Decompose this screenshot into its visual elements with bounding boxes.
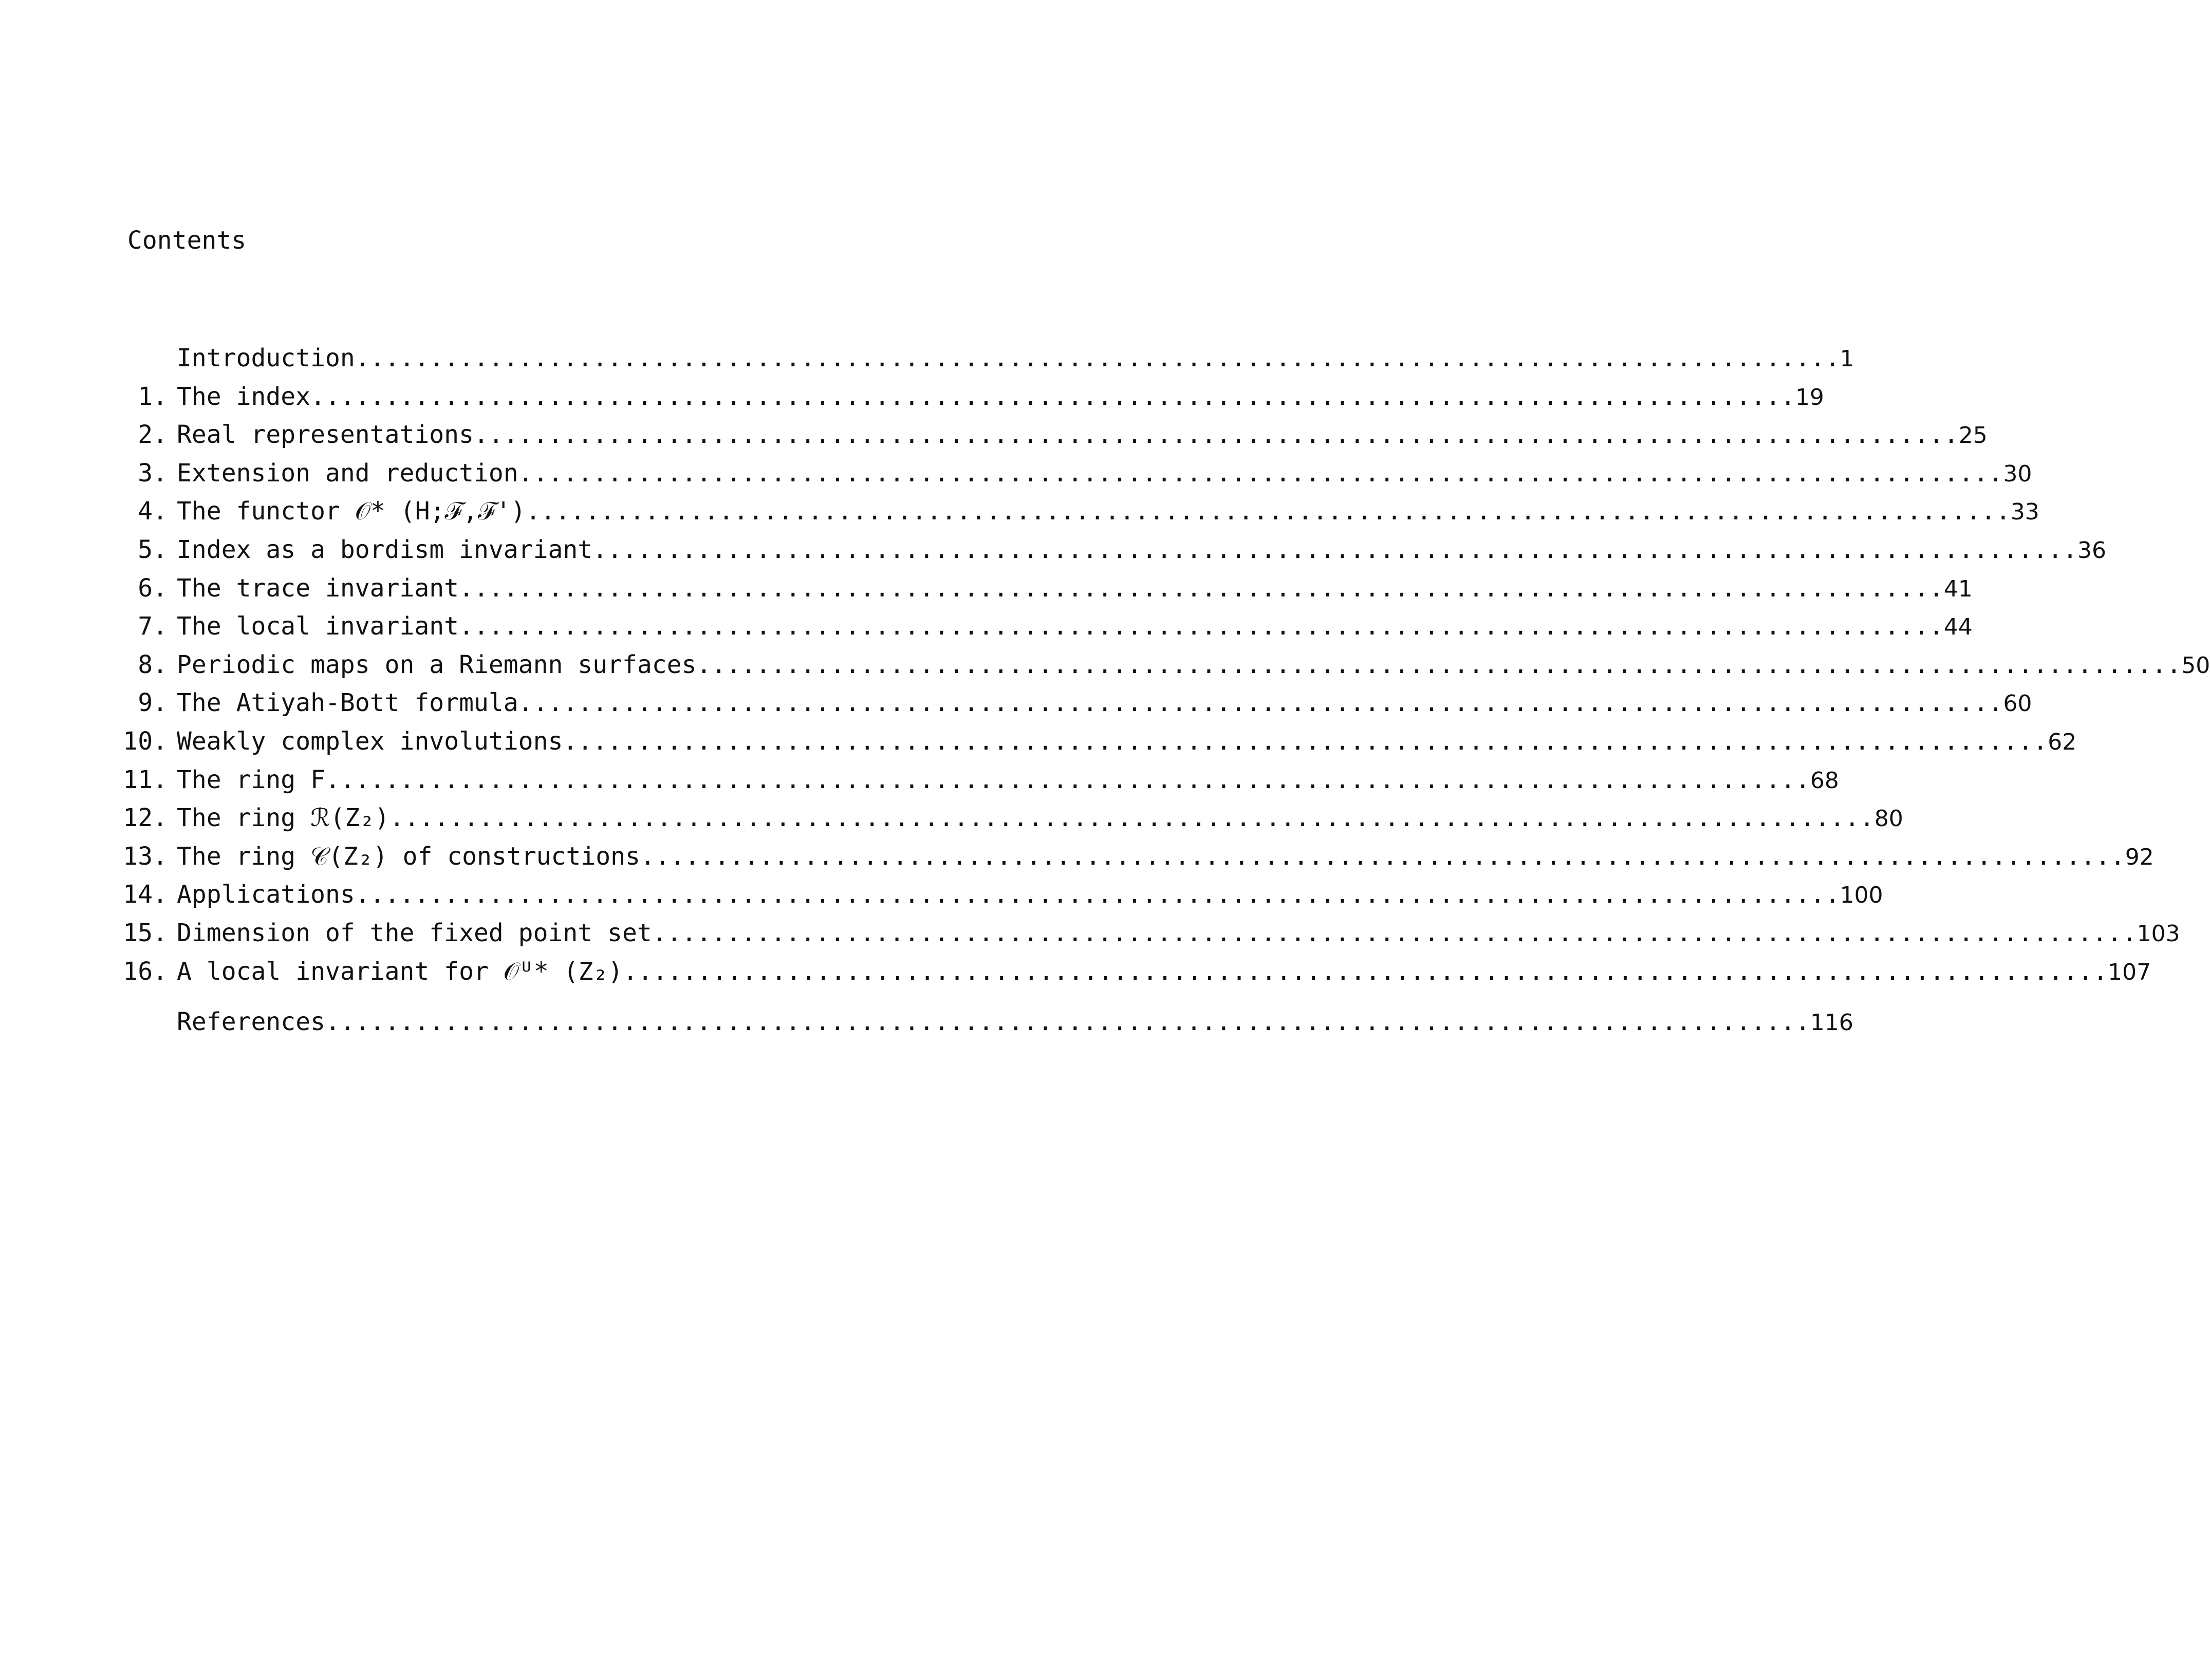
toc-entry: [113, 416, 1988, 454]
entry-title: Dimension of the fixed point set: [177, 918, 652, 947]
toc-entry: [113, 722, 2077, 761]
entry-title: A local invariant for 𝒪ᵁ* (Z₂): [177, 957, 623, 986]
contents-heading: Contents: [127, 226, 247, 255]
toc-entry: [113, 339, 1854, 378]
entry-number: 1.: [138, 382, 168, 411]
entry-page-number: 50: [2181, 652, 2210, 679]
entry-page-number: 60: [2003, 690, 2032, 717]
entry-title: The ring F: [177, 765, 325, 794]
toc-entry: [113, 914, 2180, 953]
entry-title: Extension and reduction: [177, 458, 518, 488]
entry-title: Index as a bordism invariant: [177, 535, 593, 564]
entry-title: The local invariant: [177, 612, 459, 641]
entry-title: Applications: [177, 880, 355, 909]
dot-leader: ....................................................................................................: [640, 842, 2125, 871]
entry-page-number: 80: [1874, 806, 1903, 832]
dot-leader: ....................................................................................................: [623, 957, 2108, 986]
dot-leader: ....................................................................................................: [355, 880, 1840, 909]
entry-page-number: 30: [2003, 460, 2032, 487]
toc-entry: [113, 761, 1839, 799]
entry-title: The trace invariant: [177, 573, 459, 603]
dot-leader: ....................................................................................................: [473, 420, 1959, 450]
entry-number: 12.: [123, 804, 168, 833]
toc-entry: [113, 875, 1883, 914]
dot-leader: ....................................................................................................: [526, 497, 2011, 526]
entry-number: 2.: [138, 420, 168, 450]
entry-page-number: 33: [2010, 499, 2039, 526]
entry-number: 6.: [138, 573, 168, 603]
dot-leader: ....................................................................................................: [355, 344, 1840, 372]
dot-leader: ....................................................................................................: [325, 765, 1810, 794]
entry-page-number: 41: [1943, 575, 1973, 602]
entry-page-number: 107: [2108, 959, 2151, 985]
entry-title: References: [177, 1007, 325, 1037]
entry-title: The Atiyah-Bott formula: [177, 688, 518, 718]
entry-page-number: 92: [2125, 844, 2154, 870]
dot-leader: ....................................................................................................: [563, 726, 2048, 756]
entry-page-number: 116: [1810, 1010, 1853, 1036]
entry-page-number: 25: [1958, 422, 1988, 449]
entry-number: 5.: [138, 535, 168, 564]
entry-number: 16.: [123, 957, 168, 986]
entry-number: 8.: [138, 650, 168, 679]
entry-title: Periodic maps on a Riemann surfaces: [177, 650, 697, 679]
dot-leader: ....................................................................................................: [696, 650, 2182, 679]
dot-leader: ....................................................................................................: [518, 458, 2003, 488]
entry-title: The index: [177, 382, 311, 411]
dot-leader: ....................................................................................................: [389, 804, 1874, 833]
entry-number: 13.: [123, 842, 168, 871]
entry-number: 15.: [123, 918, 168, 947]
table-of-contents: [113, 339, 2210, 1041]
toc-entry: [113, 378, 1824, 416]
dot-leader: ....................................................................................................: [518, 688, 2003, 718]
entry-number: 9.: [138, 688, 168, 718]
toc-entry-references: [113, 1003, 1853, 1041]
entry-page-number: 36: [2077, 537, 2106, 564]
toc-entry: [113, 607, 1973, 646]
entry-page-number: 19: [1795, 384, 1824, 410]
toc-entry: [113, 953, 2151, 991]
entry-title: The ring ℛ(Z₂): [177, 804, 389, 833]
entry-number: 11.: [123, 765, 168, 794]
toc-entry: [113, 531, 2106, 569]
toc-entry: [113, 569, 1973, 608]
entry-number: 4.: [138, 497, 168, 526]
toc-entry: [113, 799, 1903, 837]
entry-page-number: 100: [1840, 882, 1883, 909]
dot-leader: ....................................................................................................: [652, 918, 2137, 947]
toc-entry: [113, 837, 2154, 876]
dot-leader: ....................................................................................................: [310, 382, 1795, 411]
entry-page-number: 44: [1943, 614, 1973, 641]
entry-page-number: 1: [1840, 346, 1854, 372]
toc-entry: [113, 684, 2032, 722]
entry-number: 14.: [123, 880, 168, 909]
entry-page-number: 103: [2137, 920, 2180, 947]
dot-leader: ....................................................................................................: [592, 535, 2077, 564]
entry-number: 7.: [138, 612, 168, 641]
dot-leader: ....................................................................................................: [459, 612, 1944, 641]
entry-title: Introduction: [177, 344, 355, 372]
entry-title: The ring 𝒞(Z₂) of constructions: [177, 842, 640, 871]
dot-leader: ....................................................................................................: [325, 1007, 1810, 1037]
entry-number: 10.: [123, 726, 168, 756]
toc-entry: [113, 492, 2039, 531]
entry-number: 3.: [138, 458, 168, 488]
toc-entry: [113, 646, 2210, 684]
toc-entry: [113, 454, 2032, 493]
entry-title: The functor 𝒪* (H;ℱ,ℱ'): [177, 497, 526, 526]
entry-page-number: 62: [2048, 729, 2077, 755]
entry-page-number: 68: [1810, 767, 1839, 794]
entry-title: Real representations: [177, 420, 474, 450]
entry-title: Weakly complex involutions: [177, 726, 563, 756]
dot-leader: ....................................................................................................: [459, 573, 1944, 603]
